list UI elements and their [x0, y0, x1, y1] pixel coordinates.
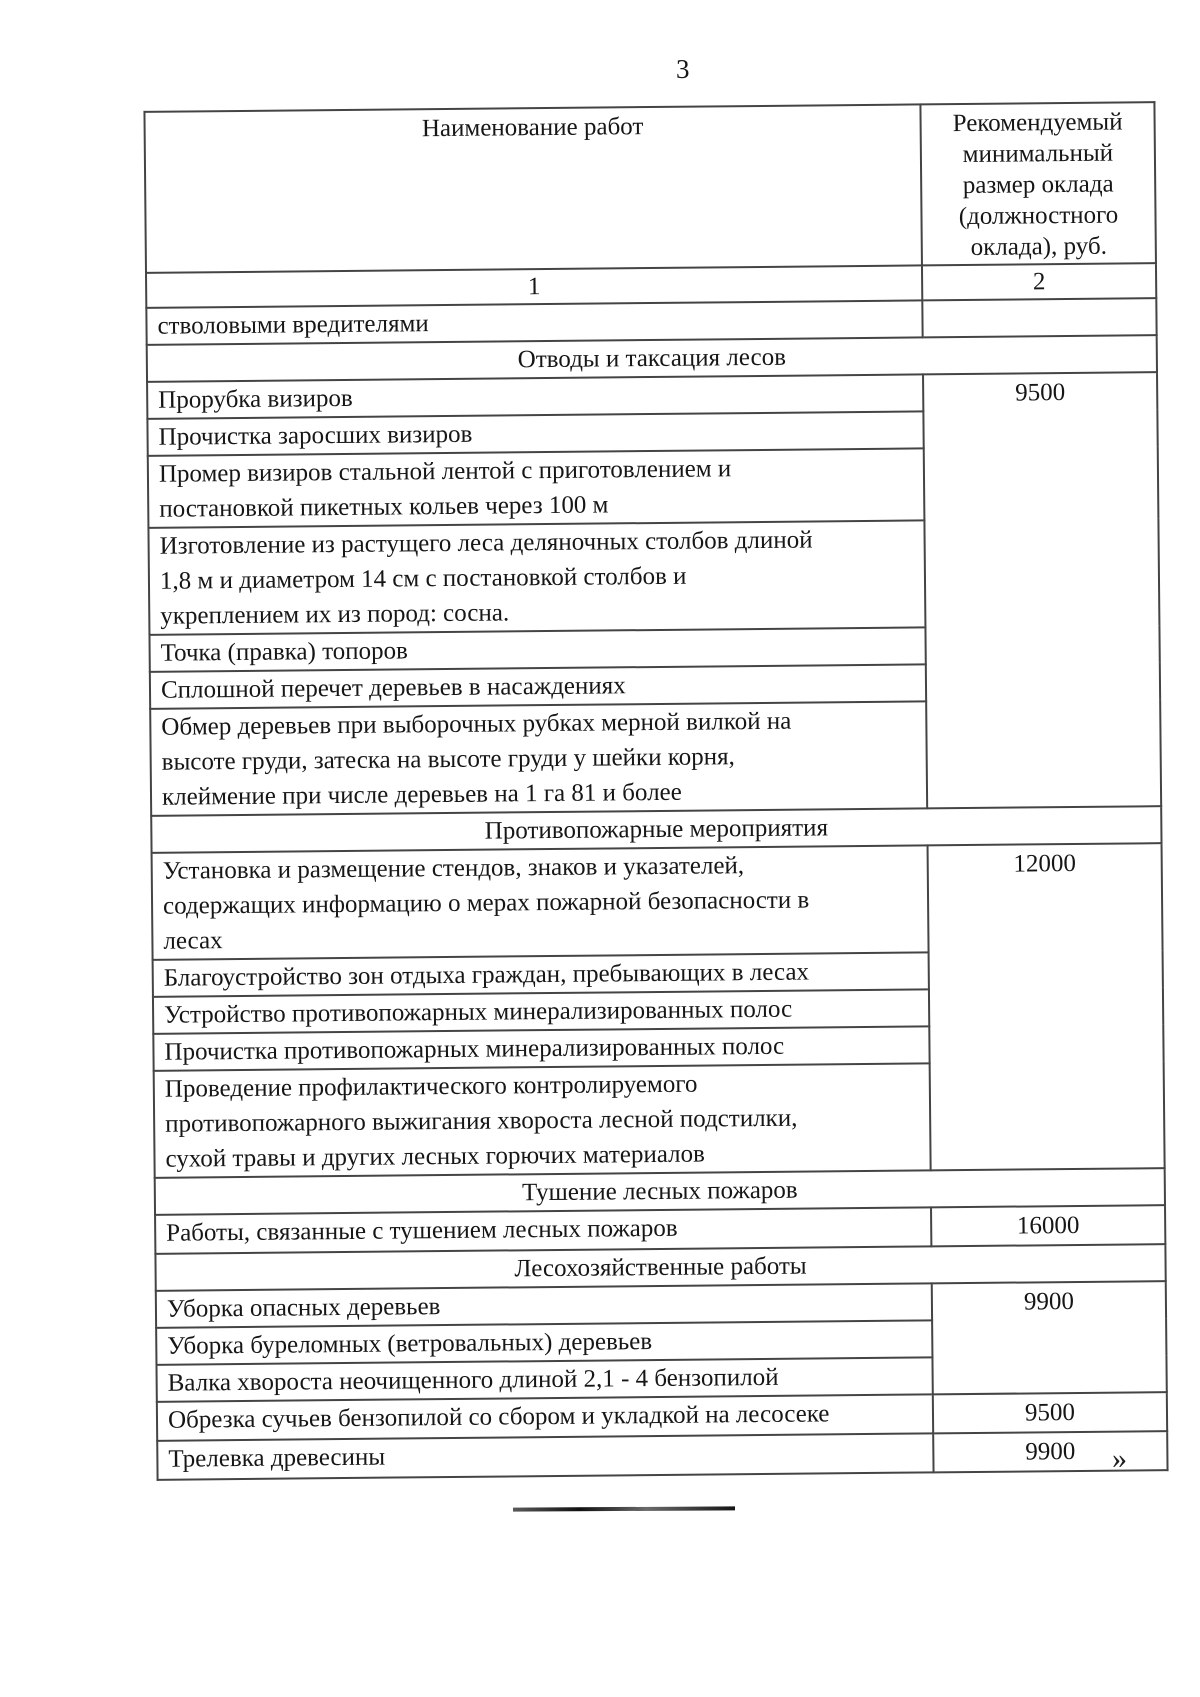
section-title: Отводы и таксация лесов	[147, 335, 1157, 382]
work-row	[152, 843, 1163, 960]
salary-value-cell: 9500	[933, 1392, 1167, 1433]
work-name-cell: Изготовление из растущего леса деляночных столбов длиной 1,8 м и диаметром 14 см с постановкой столбов и укреплением их из пород: сосна.	[148, 520, 925, 634]
salary-value-cell: 16000	[931, 1205, 1165, 1246]
separator-line	[513, 1506, 735, 1511]
table-body	[146, 298, 1167, 1480]
table-header-row	[144, 102, 1155, 273]
work-name-cell: Устройство противопожарных минерализированных полос	[153, 989, 929, 1033]
work-name-cell: Трелевка древесины	[157, 1433, 933, 1479]
salary-value-cell: 12000	[928, 843, 1165, 1170]
work-name-cell: Валка хвороста неочищенного длиной 2,1 - 4 бензопилой	[156, 1357, 932, 1401]
closing-quote-mark: »	[1112, 1442, 1127, 1475]
salary-value-cell	[922, 298, 1156, 337]
document-table-wrapper	[143, 101, 1168, 1481]
work-name-cell: Обмер деревьев при выборочных рубках мерной вилкой на высоте груди, затеска на высоте груди у шейки корня, клеймение при числе деревьев на 1 га 81 и более	[150, 701, 927, 815]
work-name-cell: Сплошной перечет деревьев в насаждениях	[150, 664, 926, 708]
work-name-cell: Уборка опасных деревьев	[156, 1283, 932, 1327]
page-number: 3	[676, 54, 690, 84]
work-name-cell: Установка и размещение стендов, знаков и указателей, содержащих информацию о мерах пожарной безопасности в лесах	[152, 845, 929, 959]
work-name-cell: Промер визиров стальной лентой с приготовлением и постановкой пикетных кольев через 100 м	[148, 448, 925, 527]
work-name-cell: Прорубка визиров	[147, 374, 923, 418]
salary-value-cell: 9500	[923, 372, 1161, 808]
salary-value-cell: 9900	[932, 1281, 1167, 1394]
work-name-cell: Работы, связанные с тушением лесных пожаров	[155, 1207, 931, 1253]
column-number-1: 1	[146, 265, 922, 307]
work-name-cell: Прочистка противопожарных минерализированных полос	[153, 1026, 929, 1070]
column-header-works: Наименование работ	[144, 104, 922, 272]
column-header-salary: Рекомендуемый минимальный размер оклада (должностного оклада), руб.	[920, 102, 1156, 265]
work-name-cell: Точка (правка) топоров	[149, 627, 925, 671]
work-name-cell: Обрезка сучьев бензопилой со сбором и укладкой на лесосеке	[157, 1394, 933, 1440]
salary-table	[143, 101, 1168, 1481]
work-name-cell: Прочистка заросших визиров	[147, 411, 923, 455]
section-title: Противопожарные мероприятия	[151, 806, 1161, 853]
work-name-cell: Проведение профилактического контролируемого противопожарного выжигания хвороста лесной подстилки, сухой травы и других лесных горючих материалов	[154, 1063, 931, 1177]
column-number-2: 2	[922, 263, 1156, 300]
work-name-cell: стволовыми вредителями	[146, 300, 922, 344]
work-row	[157, 1431, 1167, 1480]
section-title: Лесохозяйственные работы	[155, 1244, 1165, 1291]
section-title: Тушение лесных пожаров	[155, 1168, 1165, 1215]
work-name-cell: Уборка буреломных (ветровальных) деревьев	[156, 1320, 932, 1364]
salary-value-cell: 9900	[933, 1431, 1167, 1472]
work-name-cell: Благоустройство зон отдыха граждан, пребывающих в лесах	[153, 952, 929, 996]
